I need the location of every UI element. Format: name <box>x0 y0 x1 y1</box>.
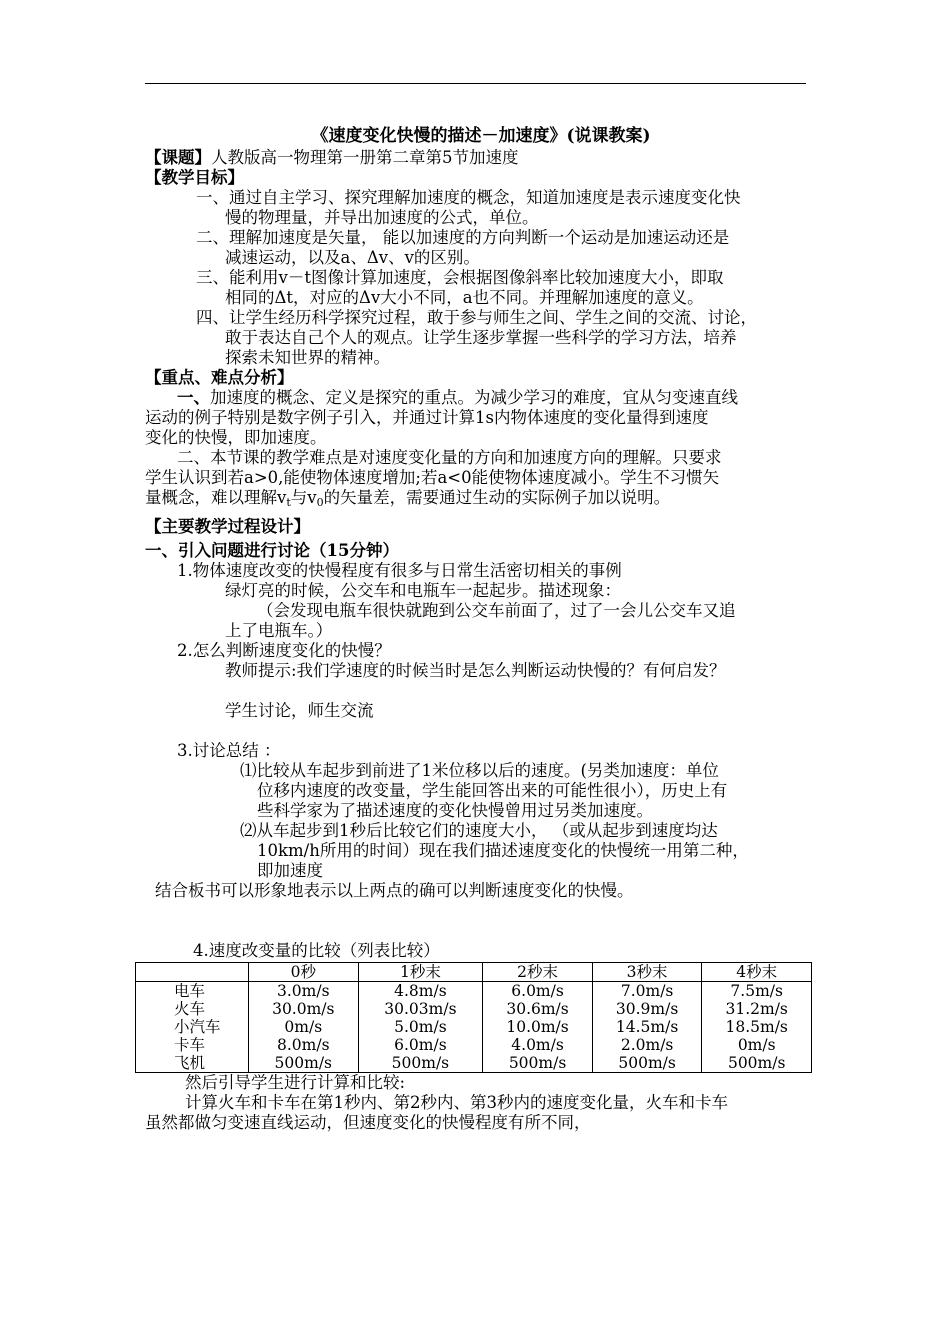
step-1-scene: 绿灯亮的时候，公交车和电瓶车一起起步。描述现象： <box>225 581 621 600</box>
table-cell: 4.0m/s <box>483 1036 593 1054</box>
document-body <box>145 124 817 1133</box>
step-2-teacher-hint: 教师提示:我们学速度的时候当时是怎么判断运动快慢的？有何启发？ <box>225 661 726 680</box>
table-cell: 500m/s <box>702 1054 812 1073</box>
table-row <box>136 982 812 1001</box>
topic-line <box>145 148 817 168</box>
summary-1-line-2: 位移内速度的改变量，学生能回答出来的可能性很小），历史上有 <box>257 781 728 800</box>
table-cell: 电车 <box>136 982 249 1001</box>
table-cell: 0m/s <box>702 1036 812 1054</box>
summary-2-line-2: 10km/h所用的时间）现在我们描述速度变化的快慢统一用第二种， <box>257 841 749 860</box>
after-table-line-3: 虽然都做匀变速直线运动，但速度变化的快慢程度有所不同， <box>145 1113 591 1132</box>
table-cell: 18.5m/s <box>702 1018 812 1036</box>
table-row <box>136 1036 812 1054</box>
goals-heading: 【教学目标】 <box>145 168 244 187</box>
table-cell: 火车 <box>136 1000 249 1018</box>
table-cell: 7.5m/s <box>702 982 812 1001</box>
table-row <box>136 1018 812 1036</box>
process-heading: 【主要教学过程设计】 <box>145 517 310 536</box>
table-cell: 小汽车 <box>136 1018 249 1036</box>
table-cell: 卡车 <box>136 1036 249 1054</box>
table-row <box>136 1000 812 1018</box>
goal-item-4: 四、让学生经历科学探究过程，敢于参与师生之间、学生之间的交流、讨论， 敢于表达自己个人的观点。让学生逐步掌握一些科学的学习方法，培养 探索未知世界的精神。 <box>196 308 757 367</box>
table-header-cell: 1秒末 <box>358 963 483 982</box>
key-points-heading: 【重点、难点分析】 <box>145 368 294 387</box>
key-point-1-line-2: 运动的例子特别是数字例子引入，并通过计算1s内物体速度的变化量得到速度 <box>145 408 709 427</box>
topic-text: 人教版高一物理第一册第二章第5节加速度 <box>211 148 519 167</box>
summary-2-line-3: 即加速度 <box>257 861 323 880</box>
table-cell: 30.03m/s <box>358 1000 483 1018</box>
document-title: 《速度变化快慢的描述－加速度》(说课教案) <box>311 126 651 146</box>
table-cell: 2.0m/s <box>592 1036 702 1054</box>
summary-1-line-3: 些科学家为了描述速度的变化快慢曾用过另类加速度。 <box>257 801 653 820</box>
key-point-1-line-3: 变化的快慢，即加速度。 <box>145 428 327 447</box>
table-row <box>136 1054 812 1073</box>
section-1-heading: 一、引入问题进行讨论（15分钟） <box>145 541 399 560</box>
summary-conclusion: 结合板书可以形象地表示以上两点的确可以判断速度变化的快慢。 <box>155 881 634 900</box>
table-header-cell: 4秒末 <box>702 963 812 982</box>
table-header-cell <box>136 963 249 982</box>
topic-label: 【课题】 <box>145 148 211 167</box>
summary-2-line-1: ⑵从车起步到1秒后比较它们的速度大小， （或从起步到速度均达 <box>240 821 718 840</box>
table-cell: 31.2m/s <box>702 1000 812 1018</box>
table-cell: 4.8m/s <box>358 982 483 1001</box>
step-2-discussion: 学生讨论，师生交流 <box>225 701 374 720</box>
table-cell: 3.0m/s <box>249 982 359 1001</box>
step-1: 1.物体速度改变的快慢程度有很多与日常生活密切相关的事例 <box>177 561 622 580</box>
table-header-cell: 3秒末 <box>592 963 702 982</box>
key-point-2-line-2: 学生认识到若a>0,能使物体速度增加;若a<0能使物体速度减小。学生不习惯矢 <box>145 468 720 487</box>
table-header-cell: 0秒 <box>249 963 359 982</box>
table-cell: 6.0m/s <box>483 982 593 1001</box>
key-point-1-line-1: 一、加速度的概念、定义是探究的重点。为减少学习的难度，宜从匀变速直线 <box>177 388 738 407</box>
table-cell: 30.6m/s <box>483 1000 593 1018</box>
step-2: 2.怎么判断速度变化的快慢？ <box>177 641 391 660</box>
table-header-cell: 2秒末 <box>483 963 593 982</box>
key-point-2-line-3: 量概念，难以理解$v_t$与$v_0$的矢量差，需要通过生动的实际例子加以说明。 <box>145 488 671 509</box>
speed-comparison-table <box>135 962 812 1073</box>
goal-item-3: 三、能利用v－t图像计算加速度，会根据图像斜率比较加速度大小，即取 相同的Δt，对应的Δv大小不同，a也不同。并理解加速度的意义。 <box>196 268 724 307</box>
table-cell: 14.5m/s <box>592 1018 702 1036</box>
table-cell: 500m/s <box>249 1054 359 1073</box>
after-table-line-2: 计算火车和卡车在第1秒内、第2秒内、第3秒内的速度变化量，火车和卡车 <box>185 1093 728 1112</box>
table-cell: 500m/s <box>358 1054 483 1073</box>
table-cell: 6.0m/s <box>358 1036 483 1054</box>
table-cell: 5.0m/s <box>358 1018 483 1036</box>
table-cell: 0m/s <box>249 1018 359 1036</box>
goal-item-2: 二、理解加速度是矢量， 能以加速度的方向判断一个运动是加速运动还是 减速运动，以及a、Δv、v的区别。 <box>196 228 730 267</box>
table-cell: 30.0m/s <box>249 1000 359 1018</box>
after-table-line-1: 然后引导学生进行计算和比较: <box>185 1073 406 1092</box>
step-4: 4.速度改变量的比较（列表比较） <box>193 941 440 960</box>
table-cell: 500m/s <box>592 1054 702 1073</box>
summary-1-line-1: ⑴比较从车起步到前进了1米位移以后的速度。(另类加速度：单位 <box>240 761 719 780</box>
header-rule <box>145 83 806 84</box>
table-cell: 10.0m/s <box>483 1018 593 1036</box>
table-cell: 30.9m/s <box>592 1000 702 1018</box>
goal-item-1: 一、通过自主学习、探究理解加速度的概念，知道加速度是表示速度变化快 慢的物理量，并导出加速度的公式，单位。 <box>196 188 741 227</box>
step-1-observation-line-2: 上了电瓶车。） <box>225 621 333 640</box>
table-cell: 飞机 <box>136 1054 249 1073</box>
step-3: 3.讨论总结 ： <box>177 741 281 760</box>
key-point-2-line-1: 二、本节课的教学难点是对速度变化量的方向和加速度方向的理解。只要求 <box>177 448 722 467</box>
table-cell: 7.0m/s <box>592 982 702 1001</box>
table-cell: 8.0m/s <box>249 1036 359 1054</box>
table-header-row <box>136 963 812 982</box>
table-cell: 500m/s <box>483 1054 593 1073</box>
step-1-observation-line-1: （会发现电瓶车很快就跑到公交车前面了，过了一会儿公交车又追 <box>257 601 736 620</box>
